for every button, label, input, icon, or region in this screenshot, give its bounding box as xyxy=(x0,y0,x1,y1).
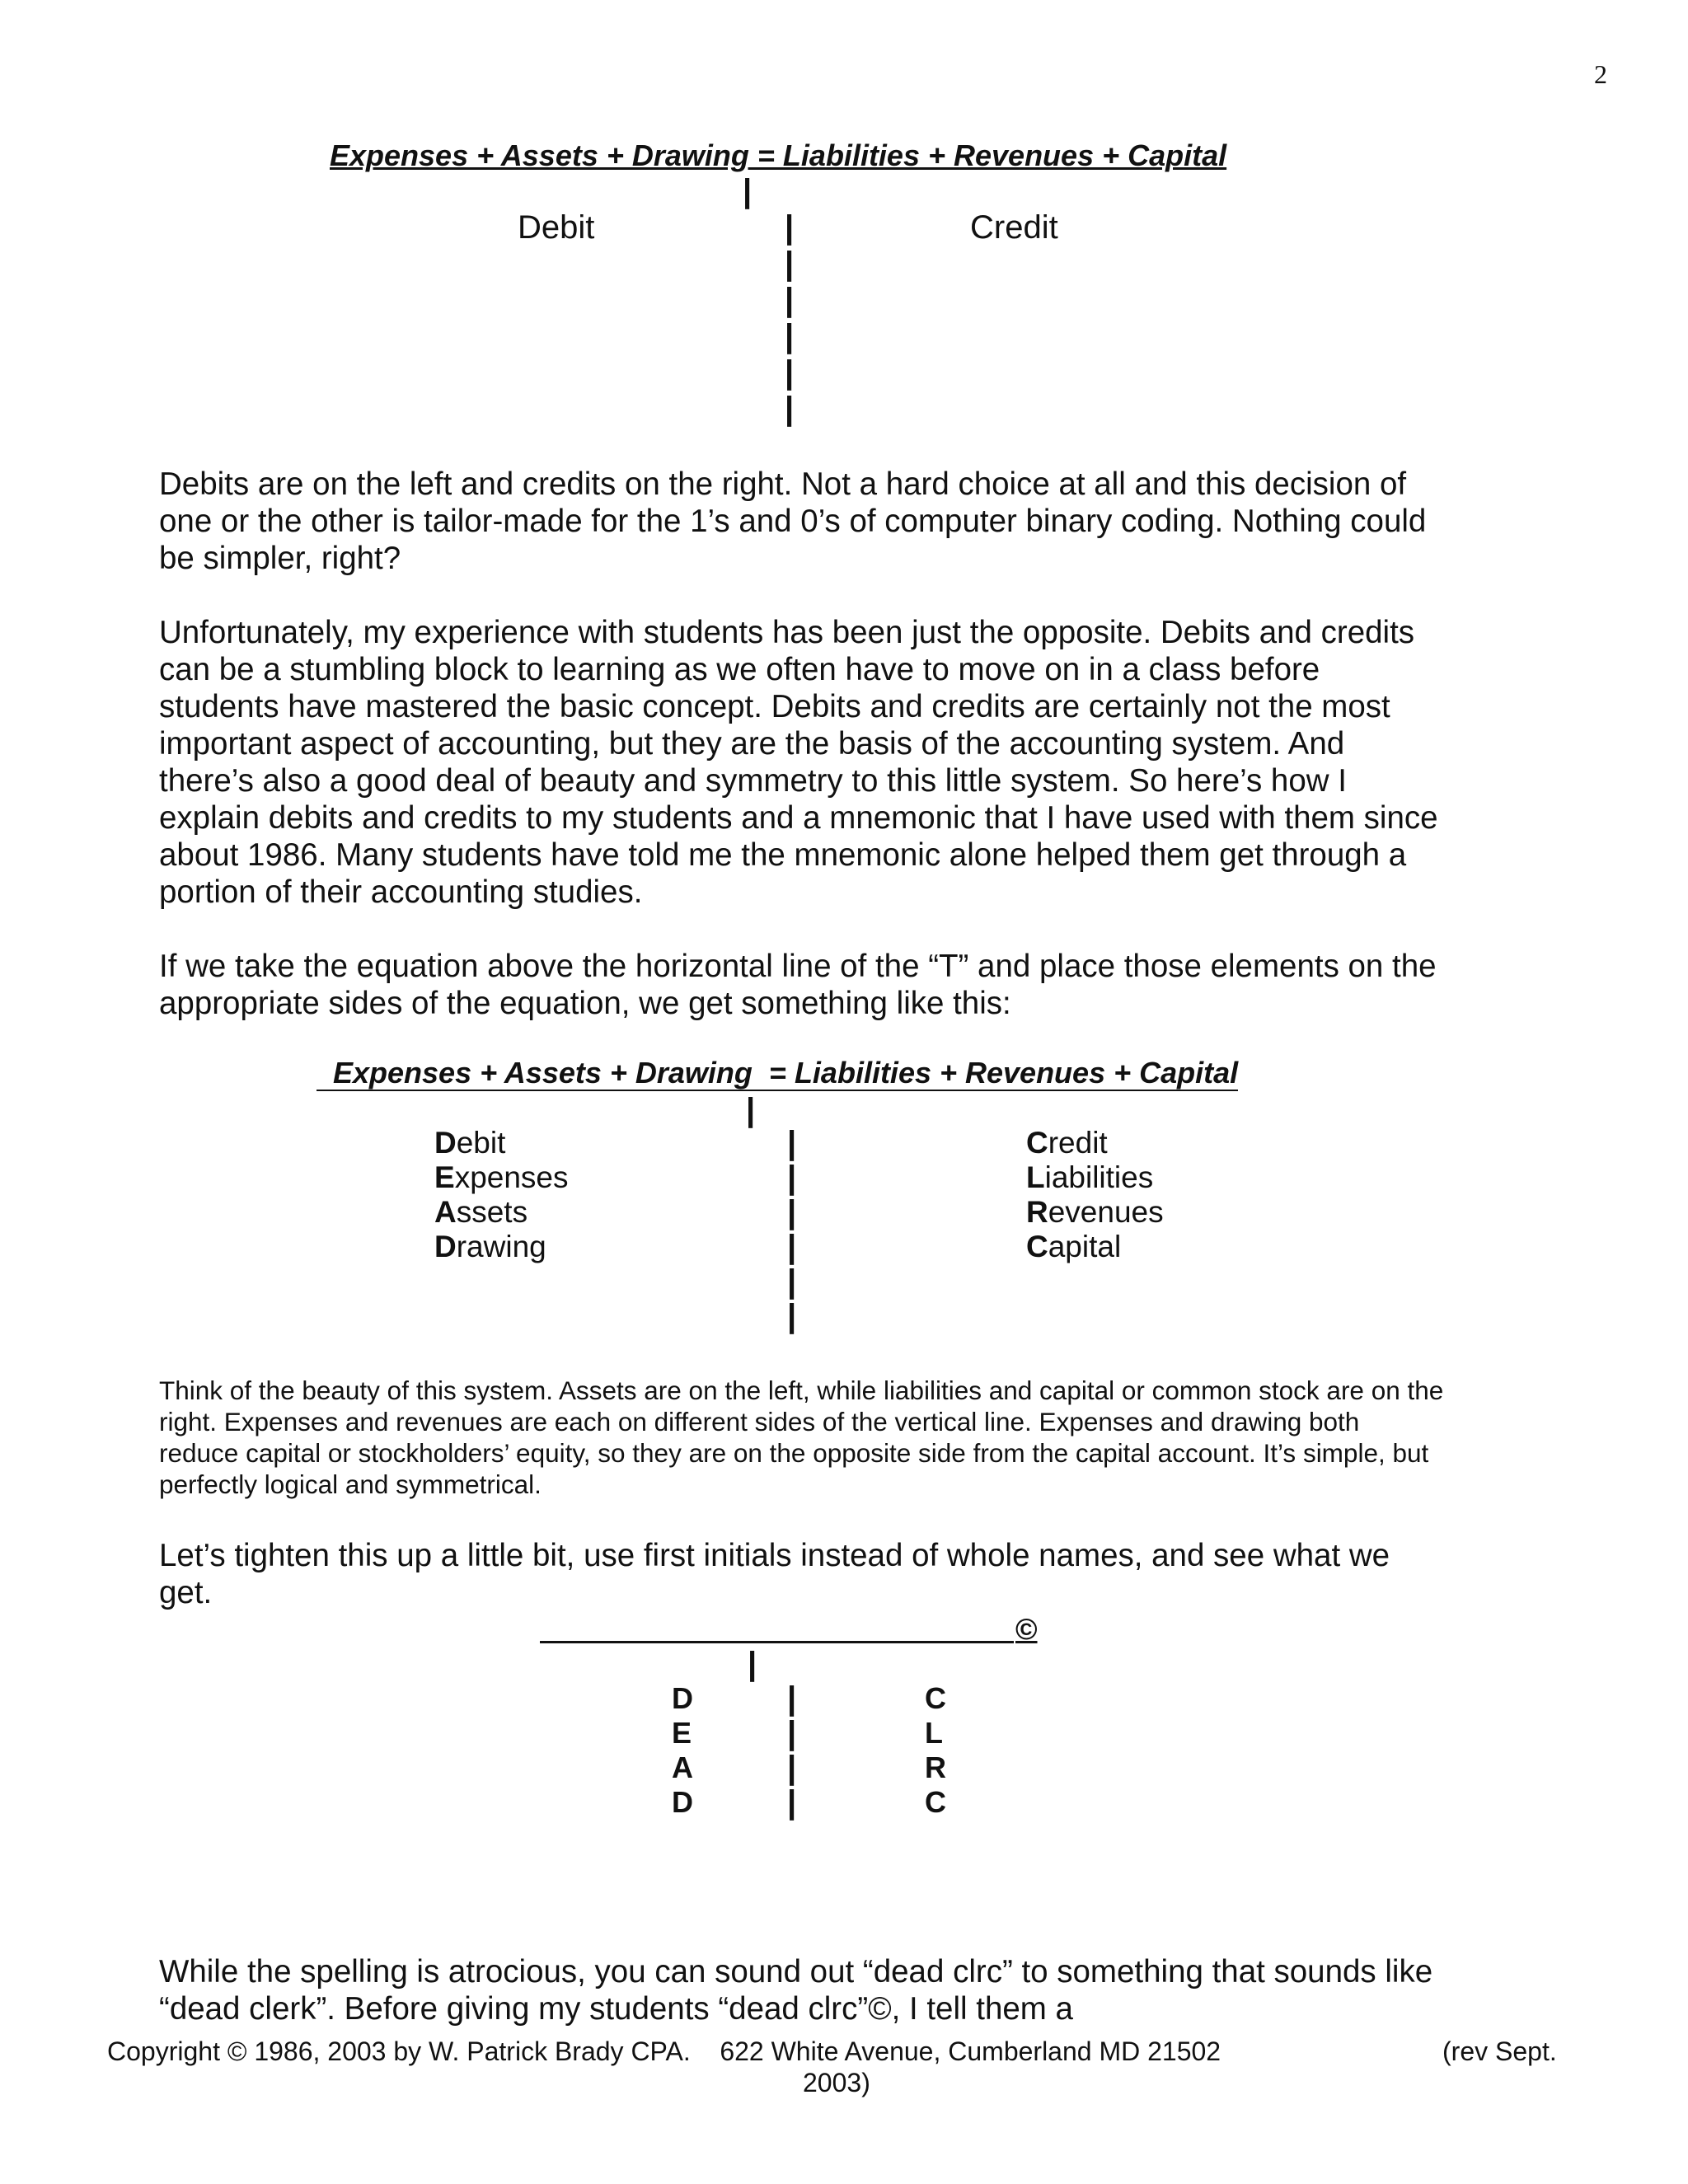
footer-revision: (rev Sept. xyxy=(1442,2036,1557,2066)
initial-letter: C xyxy=(925,1681,946,1715)
footer-year: 2003) xyxy=(803,2068,870,2097)
credit-label: Credit xyxy=(970,209,1058,246)
paragraph: Let’s tighten this up a little bit, use first initials instead of whole names, and see what we get. xyxy=(159,1538,1390,1610)
credit-item: Credit xyxy=(1026,1126,1108,1160)
credit-item: Liabilities xyxy=(1026,1160,1154,1194)
initial-letter: R xyxy=(925,1750,946,1784)
paragraph: If we take the equation above the horizontal line of the “T” and place those elements on the appropriate sides of the equation, we get something like this: xyxy=(159,949,1437,1021)
initial-letter: D xyxy=(672,1681,693,1715)
debit-item: Assets xyxy=(434,1195,528,1229)
credit-initials xyxy=(925,1681,946,1820)
footer-copyright: Copyright © 1986, 2003 by W. Patrick Brady CPA. 622 White Avenue, Cumberland MD 21502 xyxy=(107,2036,1221,2066)
paragraph: Debits are on the left and credits on the right. Not a hard choice at all and this decision of one or the other is tailor-made for the 1’s and 0’s of computer binary coding. Nothing could be simpler, right? xyxy=(159,466,1427,576)
debit-item: Debit xyxy=(434,1126,506,1160)
initial-letter: A xyxy=(672,1750,693,1784)
t-account-divider-top: | xyxy=(748,1646,757,1682)
debit-item: Expenses xyxy=(434,1160,569,1194)
credit-column xyxy=(1026,1126,1164,1264)
page-number: 2 xyxy=(1594,59,1607,89)
t-account-top-rule xyxy=(540,1641,1014,1643)
equation-heading-2: Expenses + Assets + Drawing = Liabilities + Revenues + Capital xyxy=(316,1056,1239,1090)
t-account-divider-top: | xyxy=(746,1092,756,1128)
copyright-mark: © xyxy=(1015,1612,1038,1646)
initial-letter: D xyxy=(672,1785,693,1819)
initial-letter: C xyxy=(925,1785,946,1819)
paragraph: Unfortunately, my experience with students has been just the opposite. Debits and credits can be a stumbling block to learning as we often have to move on in a class before students have mastered the basic concept. Debits and credits are certainly not the most important aspect of accounting, but they are the basis of the accounting system. And there’s also a good deal of beauty and symmetry to this little system. So here’s how I explain debits and credits to my students and a mnemonic that I have used with them since about 1986. Many students have told me the mnemonic alone helped them get through a portion of their accounting studies. xyxy=(159,615,1438,910)
t-account-divider-top: | xyxy=(743,173,753,209)
debit-initials xyxy=(672,1681,693,1820)
t-account-divider: | | | | | | xyxy=(787,1125,797,1334)
credit-item: Revenues xyxy=(1026,1195,1164,1229)
body-text xyxy=(159,466,1445,1022)
small-paragraph: Think of the beauty of this system. Assets are on the left, while liabilities and capital or common stock are on the right. Expenses and revenues are each on different sides of the vertical line. Expenses and drawing both reduce capital or stockholders’ equity, so they are on the opposite side from the capital account. It’s simple, but perfectly logical and symmetrical. xyxy=(159,1376,1444,1499)
t-account-divider: | | | | | | xyxy=(785,209,795,427)
debit-column xyxy=(434,1126,569,1264)
initial-letter: E xyxy=(672,1716,692,1750)
credit-item: Capital xyxy=(1026,1230,1122,1263)
debit-item: Drawing xyxy=(434,1230,546,1263)
equation-heading: Expenses + Assets + Drawing = Liabilities + Revenues + Capital xyxy=(330,138,1227,172)
paragraph: While the spelling is atrocious, you can sound out “dead clrc” to something that sounds like “dead clerk”. Before giving my students “dead clrc”©, I tell them a xyxy=(159,1954,1433,2027)
initial-letter: L xyxy=(925,1716,943,1750)
debit-label: Debit xyxy=(518,209,595,246)
t-account-divider: | | | | xyxy=(787,1680,797,1821)
